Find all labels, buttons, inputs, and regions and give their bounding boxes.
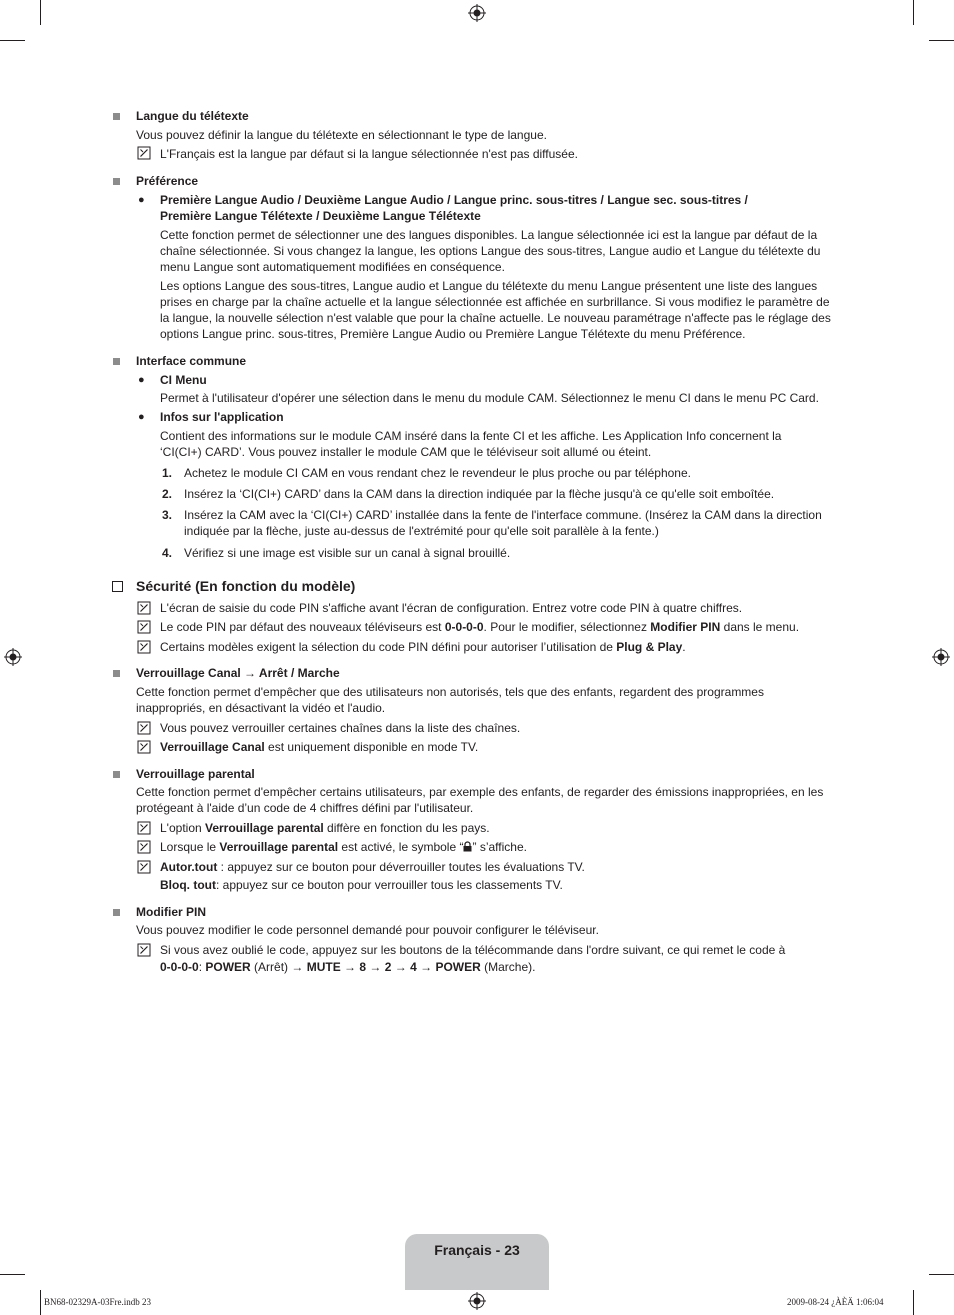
page-number-label: Français - 23 <box>434 1242 520 1258</box>
button-name: 2 <box>384 960 392 974</box>
infos-application-desc: Contient des informations sur le module CAM inséré dans la fente CI et les affiche. Les Application Info concernent la <box>160 429 782 443</box>
note-icon <box>137 840 151 854</box>
square-bullet-icon <box>113 113 120 120</box>
menu-name: Plug & Play <box>616 640 683 654</box>
step-number: 4. <box>162 546 173 560</box>
button-name: Bloq. tout <box>160 878 216 892</box>
preference-paragraph: prises en charge par la chaîne actuelle et la langue sélectionnée est affichée en surbrillance. Si vous modifiez le paramètre de <box>160 295 830 309</box>
text: (Marche). <box>480 960 536 974</box>
note-icon <box>137 640 151 654</box>
registration-mark-icon <box>468 1292 486 1310</box>
verrouillage-canal-note: Vous pouvez verrouiller certaines chaînes dans la liste des chaînes. <box>160 721 521 735</box>
text: (Arrêt) → <box>250 960 307 974</box>
square-bullet-icon <box>113 358 120 365</box>
text: dans le menu. <box>720 620 800 634</box>
registration-mark-icon <box>468 4 486 22</box>
preference-options-line1: Première Langue Audio / Deuxième Langue Audio / Langue princ. sous-titres / Langue sec. sous-titres / <box>160 193 748 207</box>
text: L'option <box>160 821 205 835</box>
crop-mark <box>40 0 41 25</box>
note-icon <box>137 620 151 634</box>
modifier-pin-desc: Vous pouvez modifier le code personnel demandé pour pouvoir configurer le téléviseur. <box>136 923 599 937</box>
bullet-dot-icon: ● <box>138 194 145 206</box>
securite-note: L'écran de saisie du code PIN s'affiche avant l'écran de configuration. Entrez votre code PIN à quatre chiffres. <box>160 601 743 615</box>
button-name: MUTE <box>306 960 341 974</box>
button-name: 8 <box>359 960 367 974</box>
heading-verrouillage-canal: Verrouillage Canal → Arrêt / Marche <box>136 666 340 680</box>
preference-paragraph: options Langue princ. sous-titres, Première Langue Audio ou Première Langue Télétexte du menu Préférence. <box>160 327 746 341</box>
preference-paragraph: la langue, la nouvelle sélection n'est valable que pour la chaîne actuelle. Le nouveau paramétrage n'affecte pas le réglage des <box>160 311 831 325</box>
note-langue-defaut: L'Français est la langue par défaut si la langue sélectionnée n'est pas diffusée. <box>160 147 578 161</box>
infos-application-label: Infos sur l'application <box>160 410 284 424</box>
text: → <box>366 960 385 974</box>
preference-paragraph: Cette fonction permet de sélectionner une des langues disponibles. La langue sélectionnée ici est la langue par défaut de la <box>160 228 818 242</box>
square-bullet-icon <box>113 670 120 677</box>
preference-options-line2: Première Langue Télétexte / Deuxième Langue Télétexte <box>160 209 481 223</box>
crop-mark <box>0 1274 25 1275</box>
preference-paragraph: Les options Langue des sous-titres, Langue audio et Langue du télétexte du menu Langue présentent une liste des langues <box>160 279 818 293</box>
button-name: POWER <box>205 960 251 974</box>
verrouillage-parental-note <box>160 820 490 836</box>
note-icon <box>137 860 151 874</box>
default-pin: 0-0-0-0 <box>444 620 484 634</box>
verrouillage-parental-desc: Cette fonction permet d'empêcher certains utilisateurs, par exemple des enfants, de regarder des émissions inappropriées, en les <box>136 785 824 799</box>
bullet-dot-icon: ● <box>138 374 145 386</box>
square-bullet-icon <box>113 909 120 916</box>
verrouillage-parental-note <box>160 877 563 893</box>
verrouillage-canal-desc: Cette fonction permet d'empêcher que des utilisateurs non autorisés, tels que des enfants, regardent des programmes <box>136 685 764 699</box>
heading-preference: Préférence <box>136 174 199 188</box>
modifier-pin-note: Si vous avez oublié le code, appuyez sur les boutons de la télécommande dans l'ordre suivant, ce qui remet le code à <box>160 943 786 957</box>
print-slug-right: 2009-08-24 ¿ÀÈÄ 1:06:04 <box>787 1297 884 1307</box>
square-bullet-icon <box>113 771 120 778</box>
note-icon <box>137 821 151 835</box>
crop-mark <box>913 0 914 25</box>
infos-application-desc: ‘CI(CI+) CARD’. Vous pouvez installer le module CAM que le téléviseur soit allumé ou éteint. <box>160 445 652 459</box>
menu-name: Verrouillage parental <box>219 840 339 854</box>
note-icon <box>137 146 151 160</box>
button-name: Autor.tout <box>160 860 218 874</box>
text: Lorsque le <box>160 840 220 854</box>
text: → <box>340 960 360 974</box>
bullet-dot-icon: ● <box>138 411 145 423</box>
reset-code: 0-0-0-0 <box>160 960 199 974</box>
registration-mark-icon <box>4 648 22 666</box>
ci-menu-label: CI Menu <box>160 373 207 387</box>
modifier-pin-sequence <box>160 959 535 975</box>
verrouillage-parental-note <box>160 839 527 855</box>
print-slug-left: BN68-02329A-03Fre.indb 23 <box>44 1297 151 1307</box>
text: → <box>391 960 411 974</box>
crop-mark <box>929 40 954 41</box>
square-bullet-icon <box>113 178 120 185</box>
text: . Pour le modifier, sélectionnez <box>483 620 651 634</box>
text: est uniquement disponible en mode TV. <box>264 740 479 754</box>
crop-mark <box>929 1274 954 1275</box>
note-icon <box>137 721 151 735</box>
text: est activé, le symbole “ <box>338 840 464 854</box>
checkbox-bullet-icon <box>112 581 123 592</box>
verrouillage-parental-note <box>160 859 585 875</box>
text: Certains modèles exigent la sélection du code PIN défini pour autoriser l’utilisation de <box>160 640 617 654</box>
text: : appuyez sur ce bouton pour verrouiller tous les classements TV. <box>215 878 563 892</box>
text: Le code PIN par défaut des nouveaux téléviseurs est <box>160 620 445 634</box>
text: → <box>416 960 436 974</box>
page-number-tab <box>405 1234 549 1290</box>
text: ” s’affiche. <box>472 840 527 854</box>
heading-interface-commune: Interface commune <box>136 354 247 368</box>
menu-name: Verrouillage Canal <box>160 740 265 754</box>
step-number: 1. <box>162 466 173 480</box>
step-text: Vérifiez si une image est visible sur un canal à signal brouillé. <box>184 546 511 560</box>
heading-modifier-pin: Modifier PIN <box>136 905 207 919</box>
step-number: 2. <box>162 487 173 501</box>
crop-mark <box>0 40 25 41</box>
button-name: 4 <box>410 960 417 974</box>
securite-note <box>160 639 686 655</box>
verrouillage-canal-note <box>160 739 478 755</box>
desc-langue-teletexte: Vous pouvez définir la langue du télétexte en sélectionnant le type de langue. <box>136 128 547 142</box>
crop-mark <box>40 1290 41 1315</box>
preference-paragraph: chaîne sélectionnée. Si vous changez la langue, les options Langue des sous-titres, Langue audio et Langue du télétexte du <box>160 244 821 258</box>
button-name: POWER <box>435 960 481 974</box>
note-icon <box>137 740 151 754</box>
section-title-securite: Sécurité (En fonction du modèle) <box>136 578 356 594</box>
heading-langue-teletexte: Langue du télétexte <box>136 109 249 123</box>
ci-menu-desc: Permet à l'utilisateur d'opérer une sélection dans le menu du module CAM. Sélectionnez le menu CI dans le menu PC Card. <box>160 391 819 405</box>
verrouillage-canal-desc: inappropriés, en désactivant la vidéo et l'audio. <box>136 701 386 715</box>
registration-mark-icon <box>932 648 950 666</box>
securite-note <box>160 619 799 635</box>
note-icon <box>137 943 151 957</box>
step-text: Achetez le module CI CAM en vous rendant chez le revendeur le plus proche ou par téléphone. <box>184 466 691 480</box>
menu-name: Verrouillage parental <box>205 821 324 835</box>
text: diffère en fonction du les pays. <box>323 821 490 835</box>
text: : <box>198 960 206 974</box>
step-text: indiquée par la flèche, juste au-dessus de l'extrémité pour qu'elle soit parallèle à la fente.) <box>184 524 659 538</box>
preference-paragraph: menu Langue sont automatiquement modifiées en conséquence. <box>160 260 505 274</box>
menu-name: Modifier PIN <box>650 620 721 634</box>
verrouillage-parental-desc: protégeant à l'aide d’un code de 4 chiffres défini par l'utilisateur. <box>136 801 474 815</box>
step-text: Insérez la ‘CI(CI+) CARD’ dans la CAM dans la direction indiquée par la flèche jusqu'à ce qu'elle soit emboîtée. <box>184 487 775 501</box>
text: : appuyez sur ce bouton pour déverrouiller toutes les évaluations TV. <box>217 860 585 874</box>
crop-mark <box>913 1290 914 1315</box>
step-number: 3. <box>162 508 173 522</box>
text: . <box>682 640 686 654</box>
note-icon <box>137 601 151 615</box>
step-text: Insérez la CAM avec la ‘CI(CI+) CARD’ installée dans la fente de l'interface commune. (Insérez la CAM dans la direction <box>184 508 822 522</box>
heading-verrouillage-parental: Verrouillage parental <box>136 767 255 781</box>
